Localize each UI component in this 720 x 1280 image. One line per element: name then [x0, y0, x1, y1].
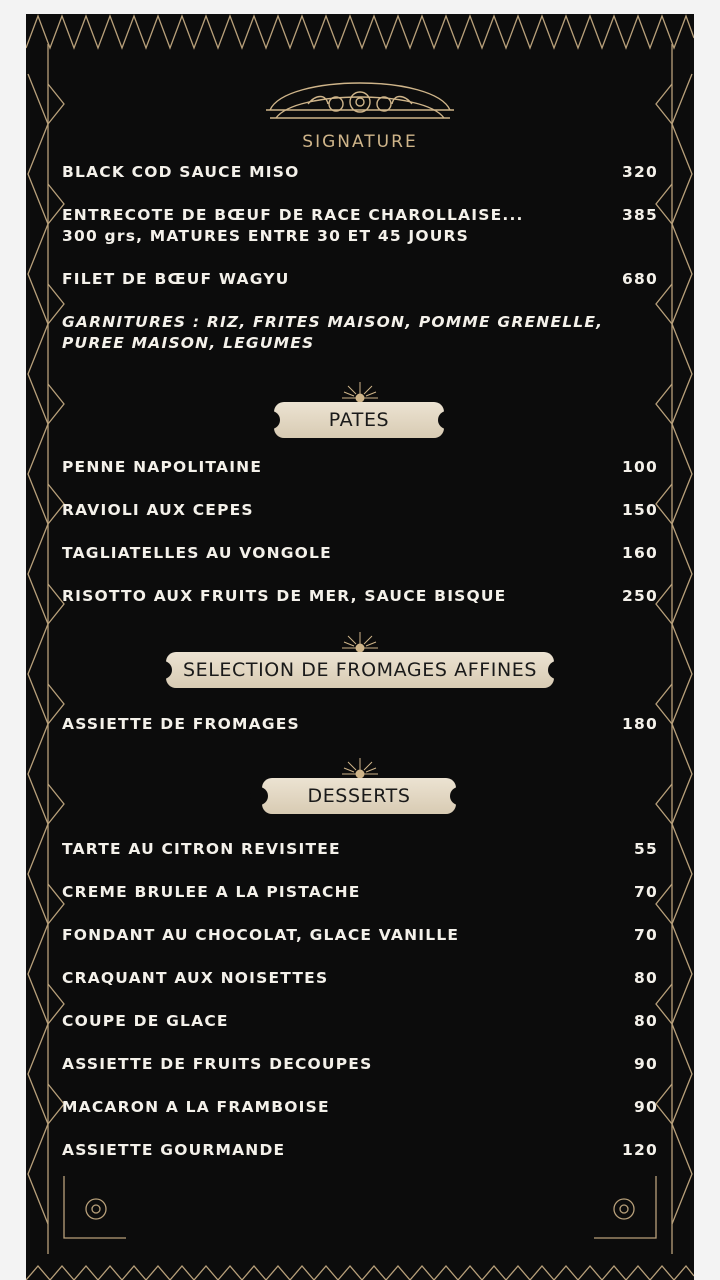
- item-price: 90: [634, 1098, 658, 1116]
- item-price: 680: [622, 270, 658, 288]
- item-price: 90: [634, 1055, 658, 1073]
- menu-item: [62, 839, 658, 860]
- item-price: 320: [622, 163, 658, 181]
- item-price: 160: [622, 544, 658, 562]
- item-name: MACARON A LA FRAMBOISE: [62, 1098, 330, 1116]
- menu-item: [62, 1097, 658, 1118]
- menu-item: [62, 162, 658, 183]
- garnitures-line: PUREE MAISON, LEGUMES: [62, 334, 315, 352]
- menu-item: [62, 1054, 658, 1075]
- section-badge-pates: PATES: [274, 402, 444, 438]
- section-badge-desserts: DESSERTS: [262, 778, 456, 814]
- item-price: 80: [634, 1012, 658, 1030]
- menu-item: [62, 500, 658, 521]
- item-price: 70: [634, 926, 658, 944]
- menu-item: [62, 882, 658, 903]
- item-name: RAVIOLI AUX CEPES: [62, 501, 254, 519]
- item-name: PENNE NAPOLITAINE: [62, 458, 263, 476]
- item-price: 385: [622, 206, 658, 224]
- garnitures-note: [62, 312, 658, 354]
- menu-item: [62, 968, 658, 989]
- item-name: FONDANT AU CHOCOLAT, GLACE VANILLE: [62, 926, 460, 944]
- item-name: ENTRECOTE DE BŒUF DE RACE CHAROLLAISE...: [62, 206, 524, 224]
- item-name: CREME BRULEE A LA PISTACHE: [62, 883, 361, 901]
- item-price: 55: [634, 840, 658, 858]
- menu-item: [62, 925, 658, 946]
- garnitures-line: GARNITURES : RIZ, FRITES MAISON, POMME GRENELLE,: [62, 313, 604, 331]
- item-price: 80: [634, 969, 658, 987]
- menu-item: [62, 457, 658, 478]
- item-name: COUPE DE GLACE: [62, 1012, 229, 1030]
- item-name: RISOTTO AUX FRUITS DE MER, SAUCE BISQUE: [62, 587, 507, 605]
- item-name: ASSIETTE DE FROMAGES: [62, 715, 300, 733]
- art-deco-border: [26, 14, 694, 1280]
- item-price: 70: [634, 883, 658, 901]
- item-name: TAGLIATELLES AU VONGOLE: [62, 544, 332, 562]
- item-name: ASSIETTE DE FRUITS DECOUPES: [62, 1055, 373, 1073]
- item-price: 180: [622, 715, 658, 733]
- item-price: 250: [622, 587, 658, 605]
- item-name: FILET DE BŒUF WAGYU: [62, 270, 290, 288]
- section-badge-fromages: SELECTION DE FROMAGES AFFINES: [166, 652, 554, 688]
- item-price: 120: [622, 1141, 658, 1159]
- menu-item: [62, 269, 658, 290]
- menu-item: [62, 586, 658, 607]
- item-name: ASSIETTE GOURMANDE: [62, 1141, 286, 1159]
- menu-item: [62, 714, 658, 735]
- menu-item: [62, 1011, 658, 1032]
- item-price: 100: [622, 458, 658, 476]
- item-name: TARTE AU CITRON REVISITEE: [62, 840, 341, 858]
- menu-page: [26, 14, 694, 1280]
- item-price: 150: [622, 501, 658, 519]
- item-name-detail: 300 grs, MATURES ENTRE 30 ET 45 JOURS: [62, 227, 470, 245]
- item-name: BLACK COD SAUCE MISO: [62, 163, 300, 181]
- section-title-signature: SIGNATURE: [302, 132, 418, 152]
- menu-item: [62, 1140, 658, 1161]
- menu-item: [62, 543, 658, 564]
- menu-item: [62, 205, 658, 247]
- item-name: CRAQUANT AUX NOISETTES: [62, 969, 329, 987]
